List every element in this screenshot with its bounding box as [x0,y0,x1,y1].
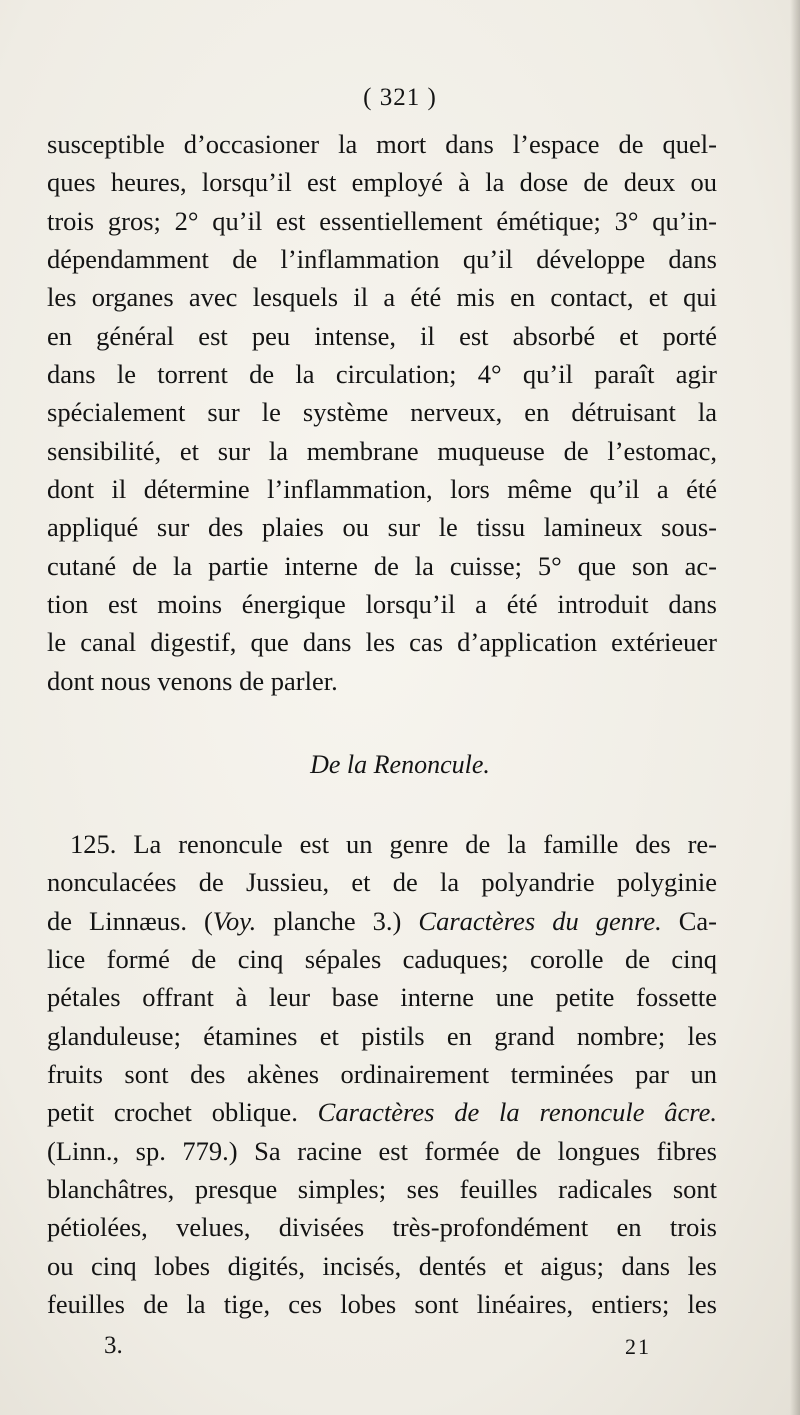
text-line: en général est peu intense, il est absorbé et porté [47,321,717,351]
text-line: trois gros; 2° qu’il est essentiellement émétique; 3° qu’in- [47,206,717,236]
text-line: lice formé de cinq sépales caduques; corolle de cinq [47,944,717,974]
text-span: petit crochet oblique. [47,1097,318,1127]
italic-abbrev: Voy. [212,906,257,936]
text-line: ques heures, lorsqu’il est employé à la dose de deux ou [47,167,717,197]
text-line: dépendamment de l’inflammation qu’il développe dans [47,244,717,274]
text-line: spécialement sur le système nerveux, en détruisant la [47,397,717,427]
section-heading: De la Renoncule. [310,750,490,779]
text-line: cutané de la partie interne de la cuisse; 5° que son ac- [47,551,717,581]
text-line: glanduleuse; étamines et pistils en grand nombre; les [47,1021,717,1051]
text-line: pétales offrant à leur base interne une petite fossette [47,982,717,1012]
text-line: appliqué sur des plaies ou sur le tissu lamineux sous- [47,512,717,542]
text-line [47,902,717,940]
text-line: fruits sont des akènes ordinairement terminées par un [47,1059,717,1089]
text-line: 125. La renoncule est un genre de la famille des re- [70,829,717,859]
page-spine-shadow [790,0,800,1415]
text-line: dans le torrent de la circulation; 4° qu’il paraît agir [47,359,717,389]
text-line: susceptible d’occasioner la mort dans l’espace de quel- [47,129,717,159]
text-line: nonculacées de Jussieu, et de la polyandrie polyginie [47,867,717,897]
text-line: (Linn., sp. 779.) Sa racine est formée de longues fibres [47,1136,717,1166]
text-line: dont nous venons de parler. [47,666,338,696]
text-line: feuilles de la tige, ces lobes sont linéaires, entiers; les [47,1289,717,1319]
italic-subheading: Caractères du genre. [418,906,662,936]
text-line: blanchâtres, presque simples; ses feuilles radicales sont [47,1174,717,1204]
text-line [47,1093,717,1131]
text-line: les organes avec lesquels il a été mis en contact, et qui [47,282,717,312]
text-span: de Linnæus. ( [47,906,213,936]
text-line: sensibilité, et sur la membrane muqueuse de l’estomac, [47,436,717,466]
text-span: planche 3.) [256,906,419,936]
page-number-header: ( 321 ) [363,84,437,111]
text-line: pétiolées, velues, divisées très-profondément en trois [47,1212,717,1242]
text-span: Ca- [661,906,718,936]
italic-subheading: Caractères de la renoncule âcre. [317,1097,718,1127]
text-line: tion est moins énergique lorsqu’il a été introduit dans [47,589,717,619]
signature-mark: 3. [104,1332,123,1359]
signature-number: 21 [625,1334,651,1359]
text-line: ou cinq lobes digités, incisés, dentés et aigus; dans les [47,1251,717,1281]
text-line: dont il détermine l’inflammation, lors même qu’il a été [47,474,717,504]
text-line: le canal digestif, que dans les cas d’application extérieuer [47,627,717,657]
